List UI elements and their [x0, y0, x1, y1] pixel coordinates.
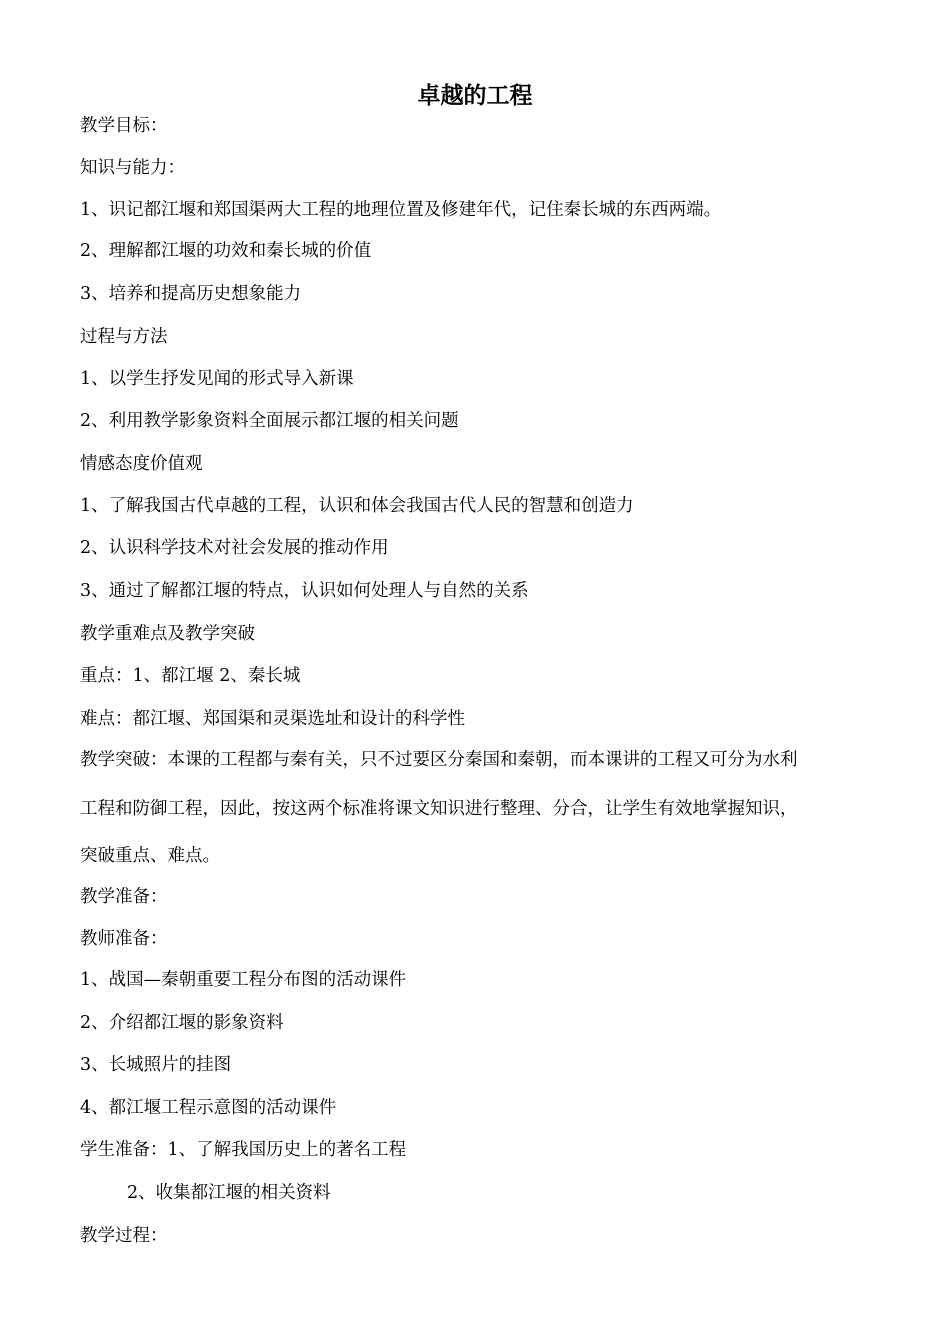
heading-teacher-prep: 教师准备：	[80, 929, 168, 949]
heading-emotion-values: 情感态度价值观	[80, 454, 203, 474]
paragraph-line: 3、培养和提高历史想象能力	[80, 284, 302, 304]
paragraph-line: 1、识记都江堰和郑国渠两大工程的地理位置及修建年代，记住秦长城的东西两端。	[80, 200, 722, 220]
paragraph-line: 4、都江堰工程示意图的活动课件	[80, 1098, 337, 1118]
paragraph-line: 2、利用教学影象资料全面展示都江堰的相关问题	[80, 411, 459, 431]
paragraph-line: 教学突破：本课的工程都与秦有关，只不过要区分秦国和秦朝，而本课讲的工程又可分为水利	[80, 750, 798, 770]
paragraph-line: 突破重点、难点。	[80, 846, 220, 866]
heading-key-points: 教学重难点及教学突破	[80, 624, 255, 644]
heading-process-method: 过程与方法	[80, 327, 168, 347]
paragraph-line: 重点：1、都江堰 2、秦长城	[80, 666, 301, 686]
paragraph-line: 1、以学生抒发见闻的形式导入新课	[80, 369, 354, 389]
heading-teaching-prep: 教学准备：	[80, 887, 168, 907]
paragraph-line: 1、了解我国古代卓越的工程，认识和体会我国古代人民的智慧和创造力	[80, 496, 634, 516]
paragraph-line: 2、收集都江堰的相关资料	[127, 1183, 331, 1203]
heading-student-prep: 学生准备：1、了解我国历史上的著名工程	[80, 1140, 407, 1160]
paragraph-line: 2、认识科学技术对社会发展的推动作用	[80, 538, 389, 558]
paragraph-line: 3、通过了解都江堰的特点，认识如何处理人与自然的关系	[80, 581, 529, 601]
heading-knowledge-ability: 知识与能力：	[80, 158, 185, 178]
paragraph-line: 3、长城照片的挂图	[80, 1055, 232, 1075]
paragraph-line: 工程和防御工程，因此，按这两个标准将课文知识进行整理、分合，让学生有效地掌握知识，	[80, 799, 798, 819]
paragraph-line: 2、理解都江堰的功效和秦长城的价值	[80, 241, 372, 261]
heading-teaching-goals: 教学目标：	[80, 116, 168, 136]
paragraph-line: 1、战国—秦朝重要工程分布图的活动课件	[80, 970, 407, 990]
document-title: 卓越的工程	[417, 83, 533, 109]
heading-teaching-process: 教学过程：	[80, 1226, 168, 1246]
paragraph-line: 2、介绍都江堰的影象资料	[80, 1013, 284, 1033]
paragraph-line: 难点：都江堰、郑国渠和灵渠选址和设计的科学性	[80, 709, 465, 729]
